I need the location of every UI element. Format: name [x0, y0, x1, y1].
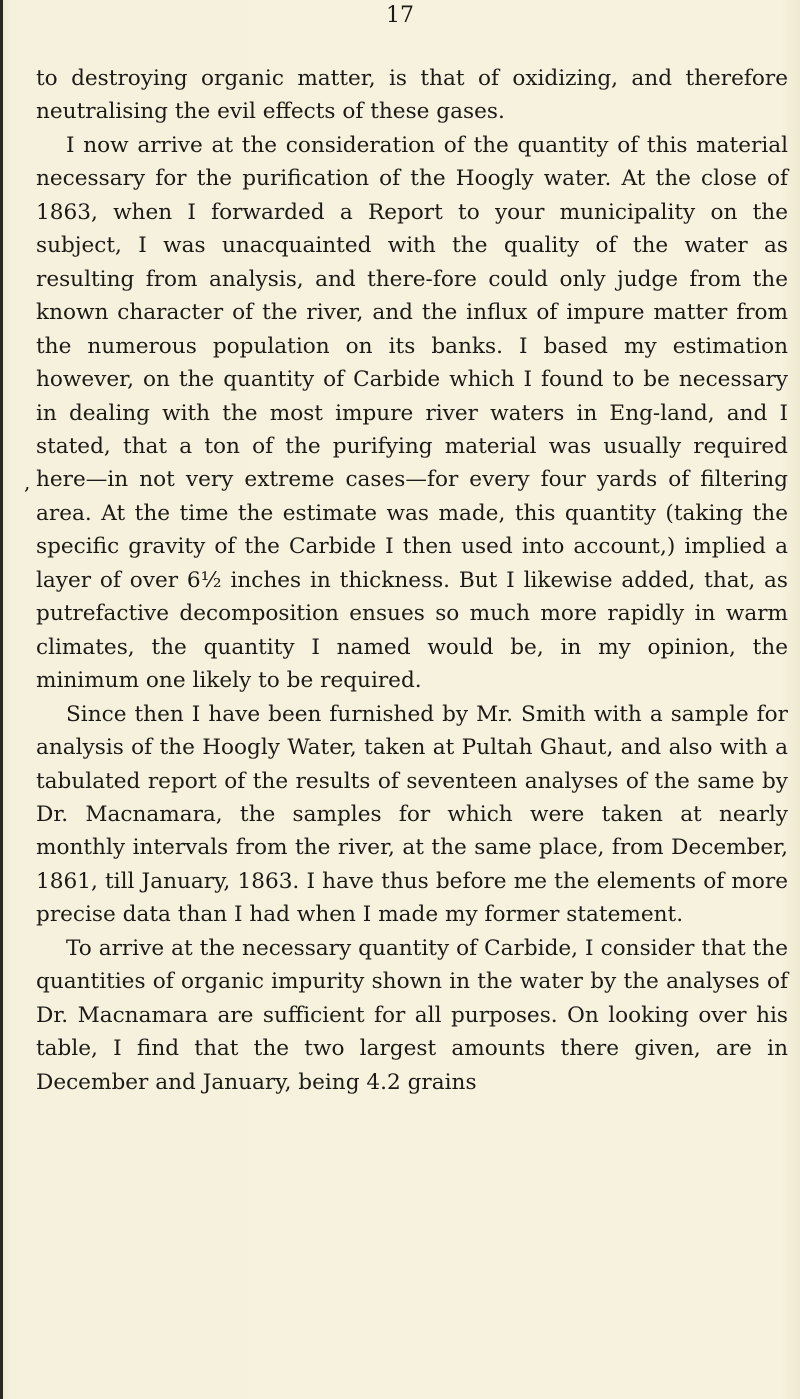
paragraph-carbide-quantity: To arrive at the necessary quantity of Carbide, I consider that the quantities of organic impurity shown in the water by the analyses of Dr. Macnamara are sufficient for all purposes. On looking over his table, I find that the two largest amounts there given, are in December and January, being 4.2 grains: [36, 935, 788, 1095]
paragraph-quantity-estimate: I now arrive at the consideration of the quantity of this material necessary for the purification of the Hoogly water. At the close of 1863, when I forwarded a Report to your municipality on the subject, I was unacquainted with the quality of the water as resulting from analysis, and there-fore could only judge from the known character of the river, and the influx of impure matter from the numerous population on its banks. I based my estimation however, on the quantity of Carbide which I found to be necessary in dealing with the most impure river waters in Eng-land, and I stated, that a ton of the purifying material was usually required here—in not very extreme cases—for every four yards of filtering area. At the time the estimate was made, this quantity (taking the specific gravity of the Carbide I then used into account,) implied a layer of over 6½ inches in thickness. But I likewise added, that, as putrefactive decomposition ensues so much more rapidly in warm climates, the quantity I named would be, in my opinion, the minimum one likely to be required.: [36, 132, 788, 694]
paragraph-continued: to destroying organic matter, is that of oxidizing, and therefore neutralising the evil effects of these gases.: [36, 66, 788, 125]
page-binding-edge: [0, 0, 3, 1399]
paragraph-analysis-data: Since then I have been furnished by Mr. Smith with a sample for analysis of the Hoogly Water, taken at Pultah Ghaut, and also with a tabulated report of the results of seventeen analyses of the same by Dr. Macnamara, the samples for which were taken at nearly monthly intervals from the river, at the same place, from December, 1861, till January, 1863. I have thus before me the elements of more precise data than I had when I made my former statement.: [36, 701, 788, 928]
body-text: [36, 62, 788, 1099]
page-number: 17: [386, 3, 414, 28]
margin-mark: ,: [24, 470, 31, 494]
